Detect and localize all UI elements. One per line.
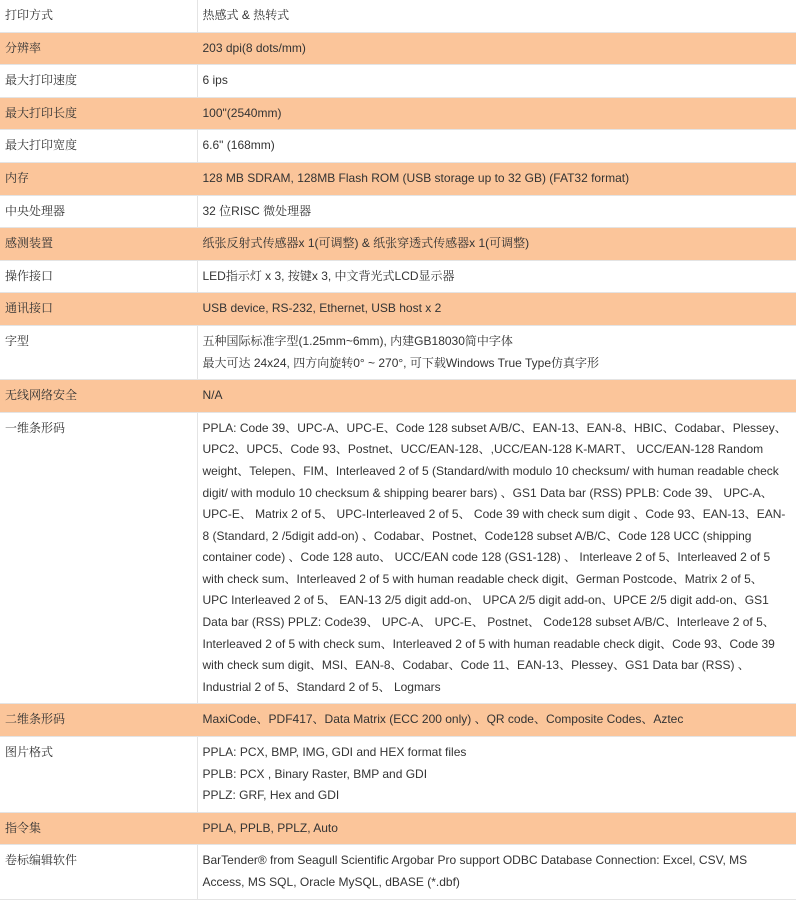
- spec-value: [197, 812, 796, 845]
- table-row: [0, 260, 796, 293]
- spec-value: [197, 130, 796, 163]
- spec-value: [197, 97, 796, 130]
- spec-value-line: PPLA: PCX, BMP, IMG, GDI and HEX format files: [202, 745, 467, 760]
- table-row: [0, 65, 796, 98]
- spec-label: 字型: [0, 325, 197, 379]
- spec-value-line: BarTender® from Seagull Scientific Argobar Pro support ODBC Database Connection: Excel, CSV, MS Access, MS SQL, Oracle MySQL, dBASE (*.dbf): [202, 853, 748, 889]
- table-row: [0, 130, 796, 163]
- table-row: [0, 32, 796, 65]
- table-row: [0, 704, 796, 737]
- spec-label: 通讯接口: [0, 293, 197, 326]
- spec-label: 最大打印速度: [0, 65, 197, 98]
- spec-value: [197, 845, 796, 899]
- spec-value-line: MaxiCode、PDF417、Data Matrix (ECC 200 only) 、QR code、Composite Codes、Aztec: [202, 712, 684, 727]
- spec-value-line: USB device, RS-232, Ethernet, USB host x 2: [202, 301, 442, 316]
- spec-value-line: PPLB: PCX , Binary Raster, BMP and GDI: [202, 766, 428, 781]
- spec-value-line: 32 位RISC 微处理器: [202, 203, 312, 218]
- spec-value: [197, 260, 796, 293]
- spec-value-line: 6.6" (168mm): [202, 138, 275, 153]
- spec-label: 感测装置: [0, 228, 197, 261]
- table-row: [0, 0, 796, 32]
- spec-value-line: 纸张反射式传感器x 1(可调整) & 纸张穿透式传感器x 1(可调整): [202, 236, 530, 251]
- spec-value: [197, 195, 796, 228]
- spec-value-line: 6 ips: [202, 73, 228, 88]
- table-row: [0, 812, 796, 845]
- spec-label: 最大打印宽度: [0, 130, 197, 163]
- spec-value-line: 五种国际标准字型(1.25mm~6mm), 内建GB18030简中字体: [202, 333, 513, 348]
- spec-value: [197, 412, 796, 704]
- table-row: [0, 97, 796, 130]
- spec-value-line: N/A: [202, 388, 223, 403]
- spec-value: [197, 380, 796, 413]
- spec-value-line: 128 MB SDRAM, 128MB Flash ROM (USB storage up to 32 GB) (FAT32 format): [202, 170, 630, 185]
- table-row: [0, 325, 796, 379]
- spec-label: 二维条形码: [0, 704, 197, 737]
- spec-value: [197, 162, 796, 195]
- spec-value-line: 100"(2540mm): [202, 105, 282, 120]
- spec-value-line: 203 dpi(8 dots/mm): [202, 40, 306, 55]
- table-row: [0, 162, 796, 195]
- spec-label: 无线网络安全: [0, 380, 197, 413]
- spec-value: [197, 325, 796, 379]
- spec-value: [197, 32, 796, 65]
- table-row: [0, 845, 796, 899]
- table-row: [0, 228, 796, 261]
- table-row: [0, 293, 796, 326]
- spec-label: 打印方式: [0, 0, 197, 32]
- spec-label: 一维条形码: [0, 412, 197, 704]
- spec-value-line: PPLZ: GRF, Hex and GDI: [202, 788, 340, 803]
- table-row: [0, 737, 796, 813]
- table-row: [0, 195, 796, 228]
- spec-label: 内存: [0, 162, 197, 195]
- spec-label: 最大打印长度: [0, 97, 197, 130]
- spec-value-line: 热感式 & 热转式: [202, 8, 290, 22]
- spec-label: 中央处理器: [0, 195, 197, 228]
- table-row: [0, 380, 796, 413]
- spec-value: [197, 704, 796, 737]
- spec-value-line: PPLA, PPLB, PPLZ, Auto: [202, 820, 338, 835]
- spec-value: [197, 737, 796, 813]
- spec-value-line: LED指示灯 x 3, 按键x 3, 中文背光式LCD显示器: [202, 268, 455, 283]
- spec-value-line: 最大可达 24x24, 四方向旋转0° ~ 270°, 可下载Windows True Type仿真字形: [202, 355, 599, 370]
- spec-label: 指令集: [0, 812, 197, 845]
- table-row: [0, 412, 796, 704]
- spec-label: 分辨率: [0, 32, 197, 65]
- spec-value: [197, 293, 796, 326]
- spec-value-line: PPLA: Code 39、UPC-A、UPC-E、Code 128 subset A/B/C、EAN-13、EAN-8、HBIC、Codabar、Plessey、UPC2、UPC5、Code 93、Postnet、UCC/EAN-128、,UCC/EAN-128 K-MART、 UCC/EAN-128 Random weight、Telepen、FIM、Interleaved 2 of 5 (Standard/with modulo 10 checksum/ with human readable check digit/ with modulo 10 checksum & shipping bearer bars) 、GS1 Data bar (RSS) PPLB: Code 39、 UPC-A、 UPC-E、 Matrix 2 of 5、 UPC-Interleaved 2 of 5、 Code 39 with check sum digit 、Code 93、EAN-13、EAN-8 (Standard, 2 /5digit add-on) 、Codabar、Postnet、Code128 subset A/B/C、Code 128 UCC (shipping container code) 、Code 128 auto、 UCC/EAN code 128 (GS1-128) 、 Interleave 2 of 5、Interleaved 2 of 5 with check sum、Interleaved 2 of 5 with human readable check digit、German Postcode、Matrix 2 of 5、 UPC Interleaved 2 of 5、 EAN-13 2/5 digit add-on、 UPCA 2/5 digit add-on、UPCE 2/5 digit add-on、GS1 Data bar (RSS) PPLZ: Code39、 UPC-A、 UPC-E、 Postnet、 Code128 subset A/B/C、Interleave 2 of 5、Interleaved 2 of 5 with check sum、Interleaved 2 of 5 with human readable check digit、Code 93、Code 39 with check sum digit、MSI、EAN-8、Codabar、Code 11、EAN-13、Plessey、GS1 Data bar (RSS) 、 Industrial 2 of 5、Standard 2 of 5、 Logmars: [202, 420, 787, 694]
- spec-label: 卷标编辑软件: [0, 845, 197, 899]
- spec-value: [197, 228, 796, 261]
- spec-label: 图片格式: [0, 737, 197, 813]
- spec-value: [197, 0, 796, 32]
- spec-value: [197, 65, 796, 98]
- spec-label: 操作接口: [0, 260, 197, 293]
